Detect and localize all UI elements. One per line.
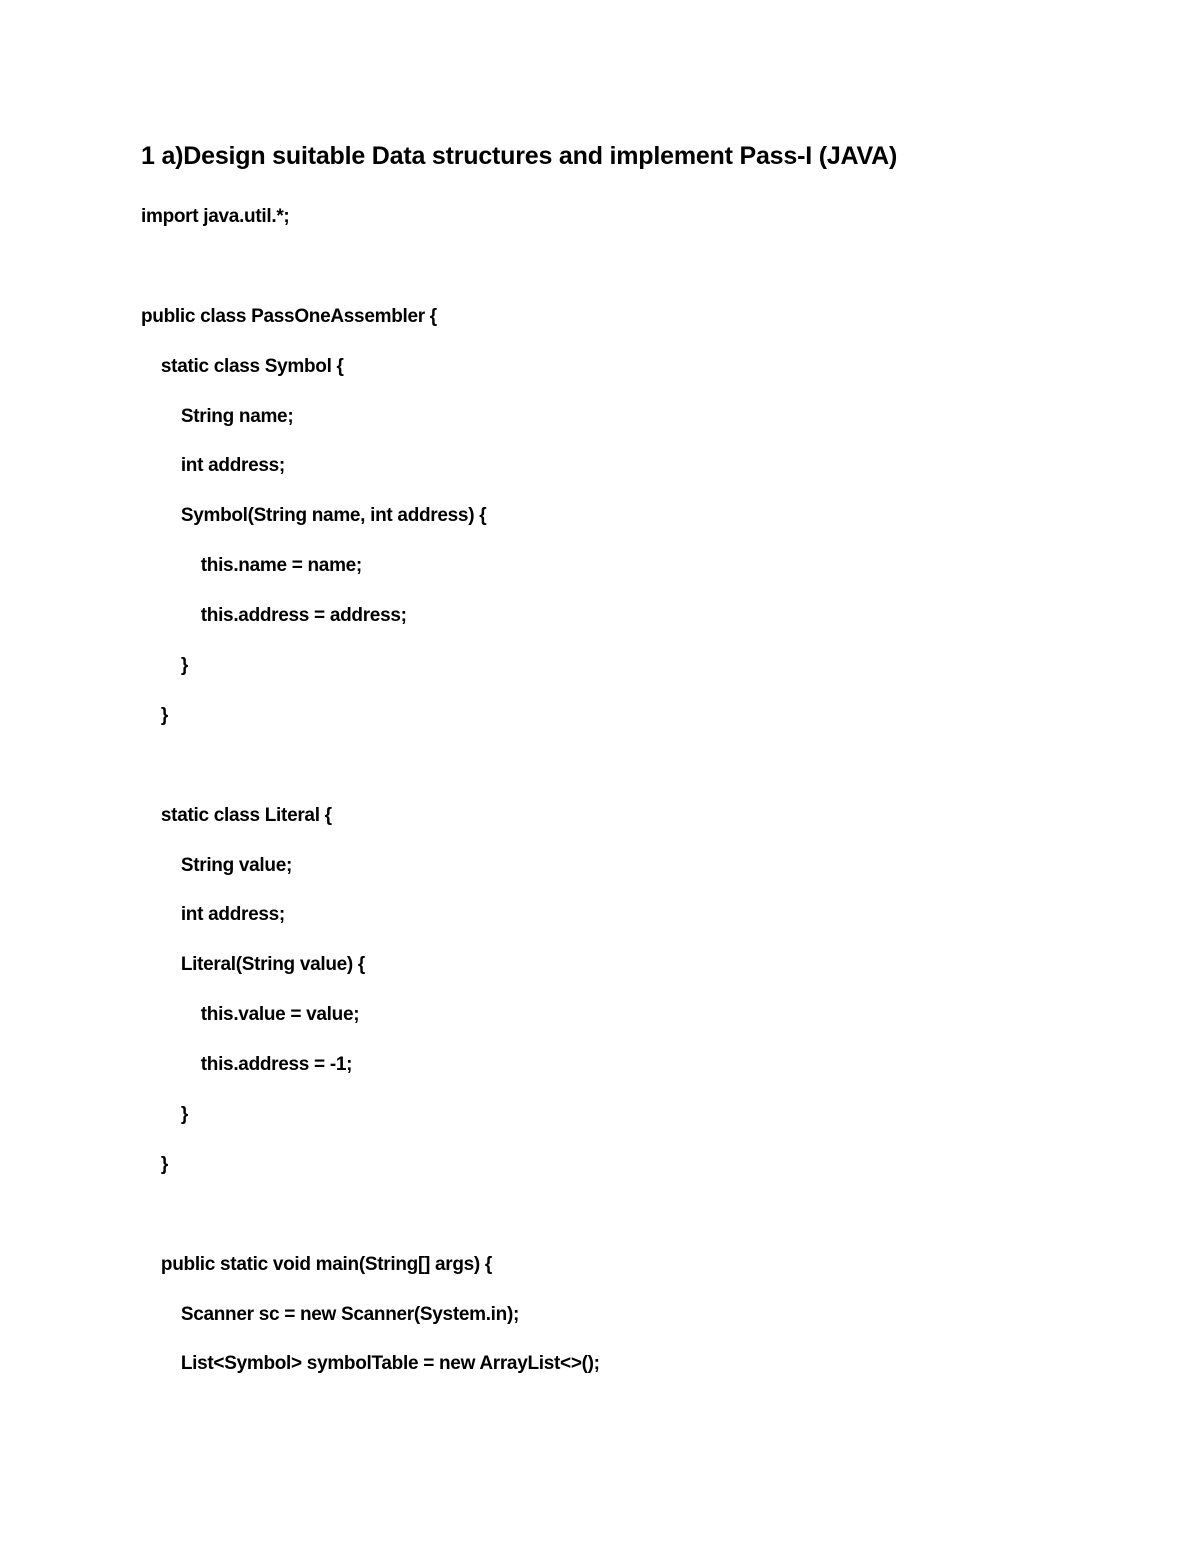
code-line: } <box>141 655 188 677</box>
code-line: this.name = name; <box>141 555 362 577</box>
code-line: this.address = -1; <box>141 1054 353 1076</box>
code-line <box>141 252 600 302</box>
code-line: int address; <box>141 904 285 926</box>
code-line: Symbol(String name, int address) { <box>141 505 487 527</box>
code-line: Scanner sc = new Scanner(System.in); <box>141 1303 520 1325</box>
code-line: this.address = address; <box>141 605 407 627</box>
code-listing <box>141 202 600 1399</box>
code-line: public class PassOneAssembler { <box>141 305 437 327</box>
code-line: this.value = value; <box>141 1004 360 1026</box>
code-line <box>141 1200 600 1250</box>
code-line: List<Symbol> symbolTable = new ArrayList<>(); <box>141 1353 600 1375</box>
code-line: public static void main(String[] args) { <box>141 1253 493 1275</box>
code-line: static class Literal { <box>141 804 332 826</box>
code-line: String name; <box>141 405 294 427</box>
page-title: 1 a)Design suitable Data structures and implement Pass-I (JAVA) <box>141 142 898 170</box>
code-line: import java.util.*; <box>141 206 290 227</box>
code-line: static class Symbol { <box>141 355 344 377</box>
code-line: String value; <box>141 854 293 876</box>
code-line: int address; <box>141 455 285 477</box>
code-line <box>141 751 600 801</box>
code-line: } <box>141 1153 169 1175</box>
code-line: } <box>141 1104 188 1126</box>
code-line: Literal(String value) { <box>141 954 366 976</box>
code-line: } <box>141 704 169 726</box>
